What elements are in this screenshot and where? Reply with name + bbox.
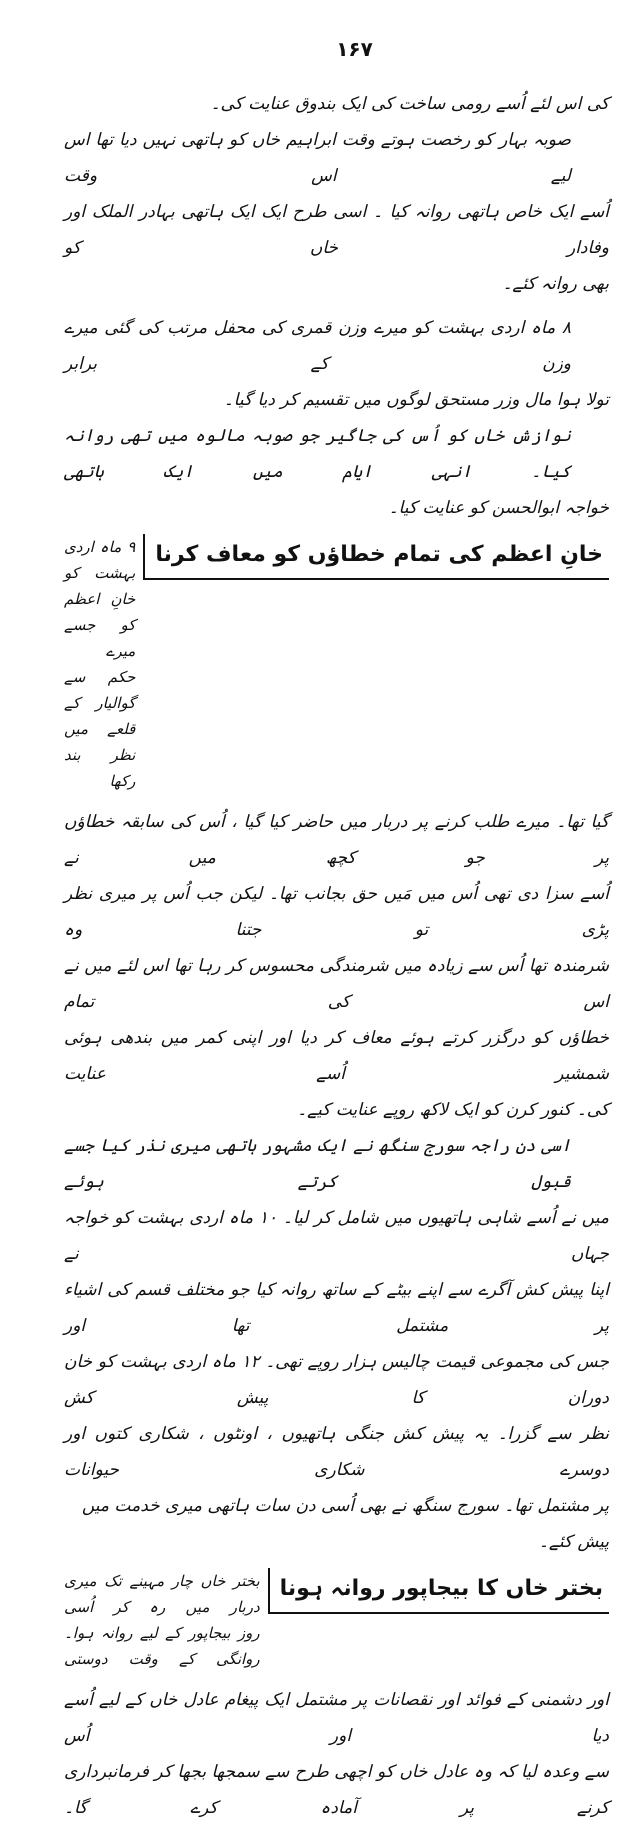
text-line: کی اس لئے اُسے رومی ساخت کی ایک بندوق عنایت کی۔ xyxy=(210,94,609,114)
side-text-line: ۹ ماہ اردی بہشت کو خانِ اعظم کو جسے میرے xyxy=(64,538,136,660)
side-text xyxy=(64,1568,260,1672)
text-line: اسی دن راجہ سورج سنگھ نے ایک مشہور ہاتھی میری نذر کیا جسے قبول کرتے ہوئے xyxy=(64,1136,571,1192)
text-line: نظر سے گزرا۔ یہ پیش کش جنگی ہاتھیوں ، اونٹوں ، شکاری کتوں اور دوسرے شکاری حیوانات xyxy=(64,1424,609,1480)
side-text-line: روز بیجاپور کے لیے روانہ ہوا۔ روانگی کے وقت دوستی xyxy=(64,1624,260,1668)
text-line: گیا تھا۔ میرے طلب کرنے پر دربار میں حاضر کیا گیا ، اُس کی سابقہ خطاؤں پر جو کچھ میں نے xyxy=(64,812,609,868)
text-line: میں نے اُسے شاہی ہاتھیوں میں شامل کر لیا۔ ۱۰ ماہ اردی بہشت کو خواجہ جہاں نے xyxy=(64,1208,609,1264)
text-line: ۸ ماہ اردی بہشت کو میرے وزن قمری کی محفل مرتب کی گئی میرے وزن کے برابر xyxy=(64,318,571,374)
section-heading-row xyxy=(64,534,609,794)
text-line: تولا ہوا مال وزر مستحق لوگوں میں تقسیم کر دیا گیا۔ xyxy=(223,390,609,410)
text-line: بھی روانہ کئے۔ xyxy=(502,274,609,294)
text-line: خواجہ ابوالحسن کو عنایت کیا۔ xyxy=(388,498,609,518)
text-line: اُسے ایک خاص ہاتھی روانہ کیا ۔ اسی طرح ایک ایک ہاتھی بہادر الملک اور وفادار خاں کو xyxy=(64,202,609,258)
section-heading: بختر خاں کا بیجاپور روانہ ہونا xyxy=(268,1568,609,1614)
text-line: اور دشمنی کے فوائد اور نقصانات پر مشتمل ایک پیغام عادل خاں کے لیے اُسے دیا اور اُس xyxy=(64,1690,609,1746)
text-line: نوازش خاں کو اُس کی جاگیر جو صوبہ مالوہ میں تھی روانہ کیا۔ انہی ایام میں ایک ہاتھی xyxy=(64,426,571,482)
text-line: شرمندہ تھا اُس سے زیادہ میں شرمندگی محسوس کر رہا تھا اس لئے میں نے اس کی تمام xyxy=(64,956,609,1012)
text-line: پر مشتمل تھا۔ سورج سنگھ نے بھی اُسی دن سات ہاتھی میری خدمت میں پیش کئے۔ xyxy=(81,1496,609,1552)
text-line: کی۔ کنور کرن کو ایک لاکھ روپے عنایت کیے۔ xyxy=(297,1100,609,1120)
section-heading-row xyxy=(64,1568,609,1672)
side-text-line: بختر خاں چار مہینے تک میری دربار میں رہ کر اُسی xyxy=(64,1572,260,1616)
text-line: اُسے سزا دی تھی اُس میں مَیں حق بجانب تھا۔ لیکن جب اُس پر میری نظر پڑی تو جتنا وہ xyxy=(64,884,609,940)
section-heading: خانِ اعظم کی تمام خطاؤں کو معاف کرنا xyxy=(143,534,609,580)
text-line: خطاؤں کو درگزر کرتے ہوئے معاف کر دیا اور اپنی کمر میں بندھی ہوئی شمشیر اُسے عنایت xyxy=(64,1028,609,1084)
text-line: سے وعدہ لیا کہ وہ عادل خاں کو اچھی طرح سے سمجھا بجھا کر فرمانبرداری کرنے پر آمادہ کرے گا۔ xyxy=(64,1762,609,1818)
side-text-line: حکم سے گوالیار کے قلعے میں نظر بند رکھا xyxy=(64,668,136,790)
text-line: جس کی مجموعی قیمت چالیس ہزار روپے تھی۔ ۱۲ ماہ اردی بہشت کو خان دوران کا پیش کش xyxy=(64,1352,609,1408)
side-text xyxy=(64,534,135,794)
text-line: اپنا پیش کش آگرے سے اپنے بیٹے کے ساتھ روانہ کیا جو مختلف قسم کی اشیاء پر مشتمل تھا اور xyxy=(64,1280,609,1336)
text-line: صوبہ بہار کو رخصت ہوتے وقت ابراہیم خاں کو ہاتھی نہیں دیا تھا اس لیے اس وقت xyxy=(64,130,571,186)
page-number: ۱۶۷ xyxy=(336,37,373,61)
